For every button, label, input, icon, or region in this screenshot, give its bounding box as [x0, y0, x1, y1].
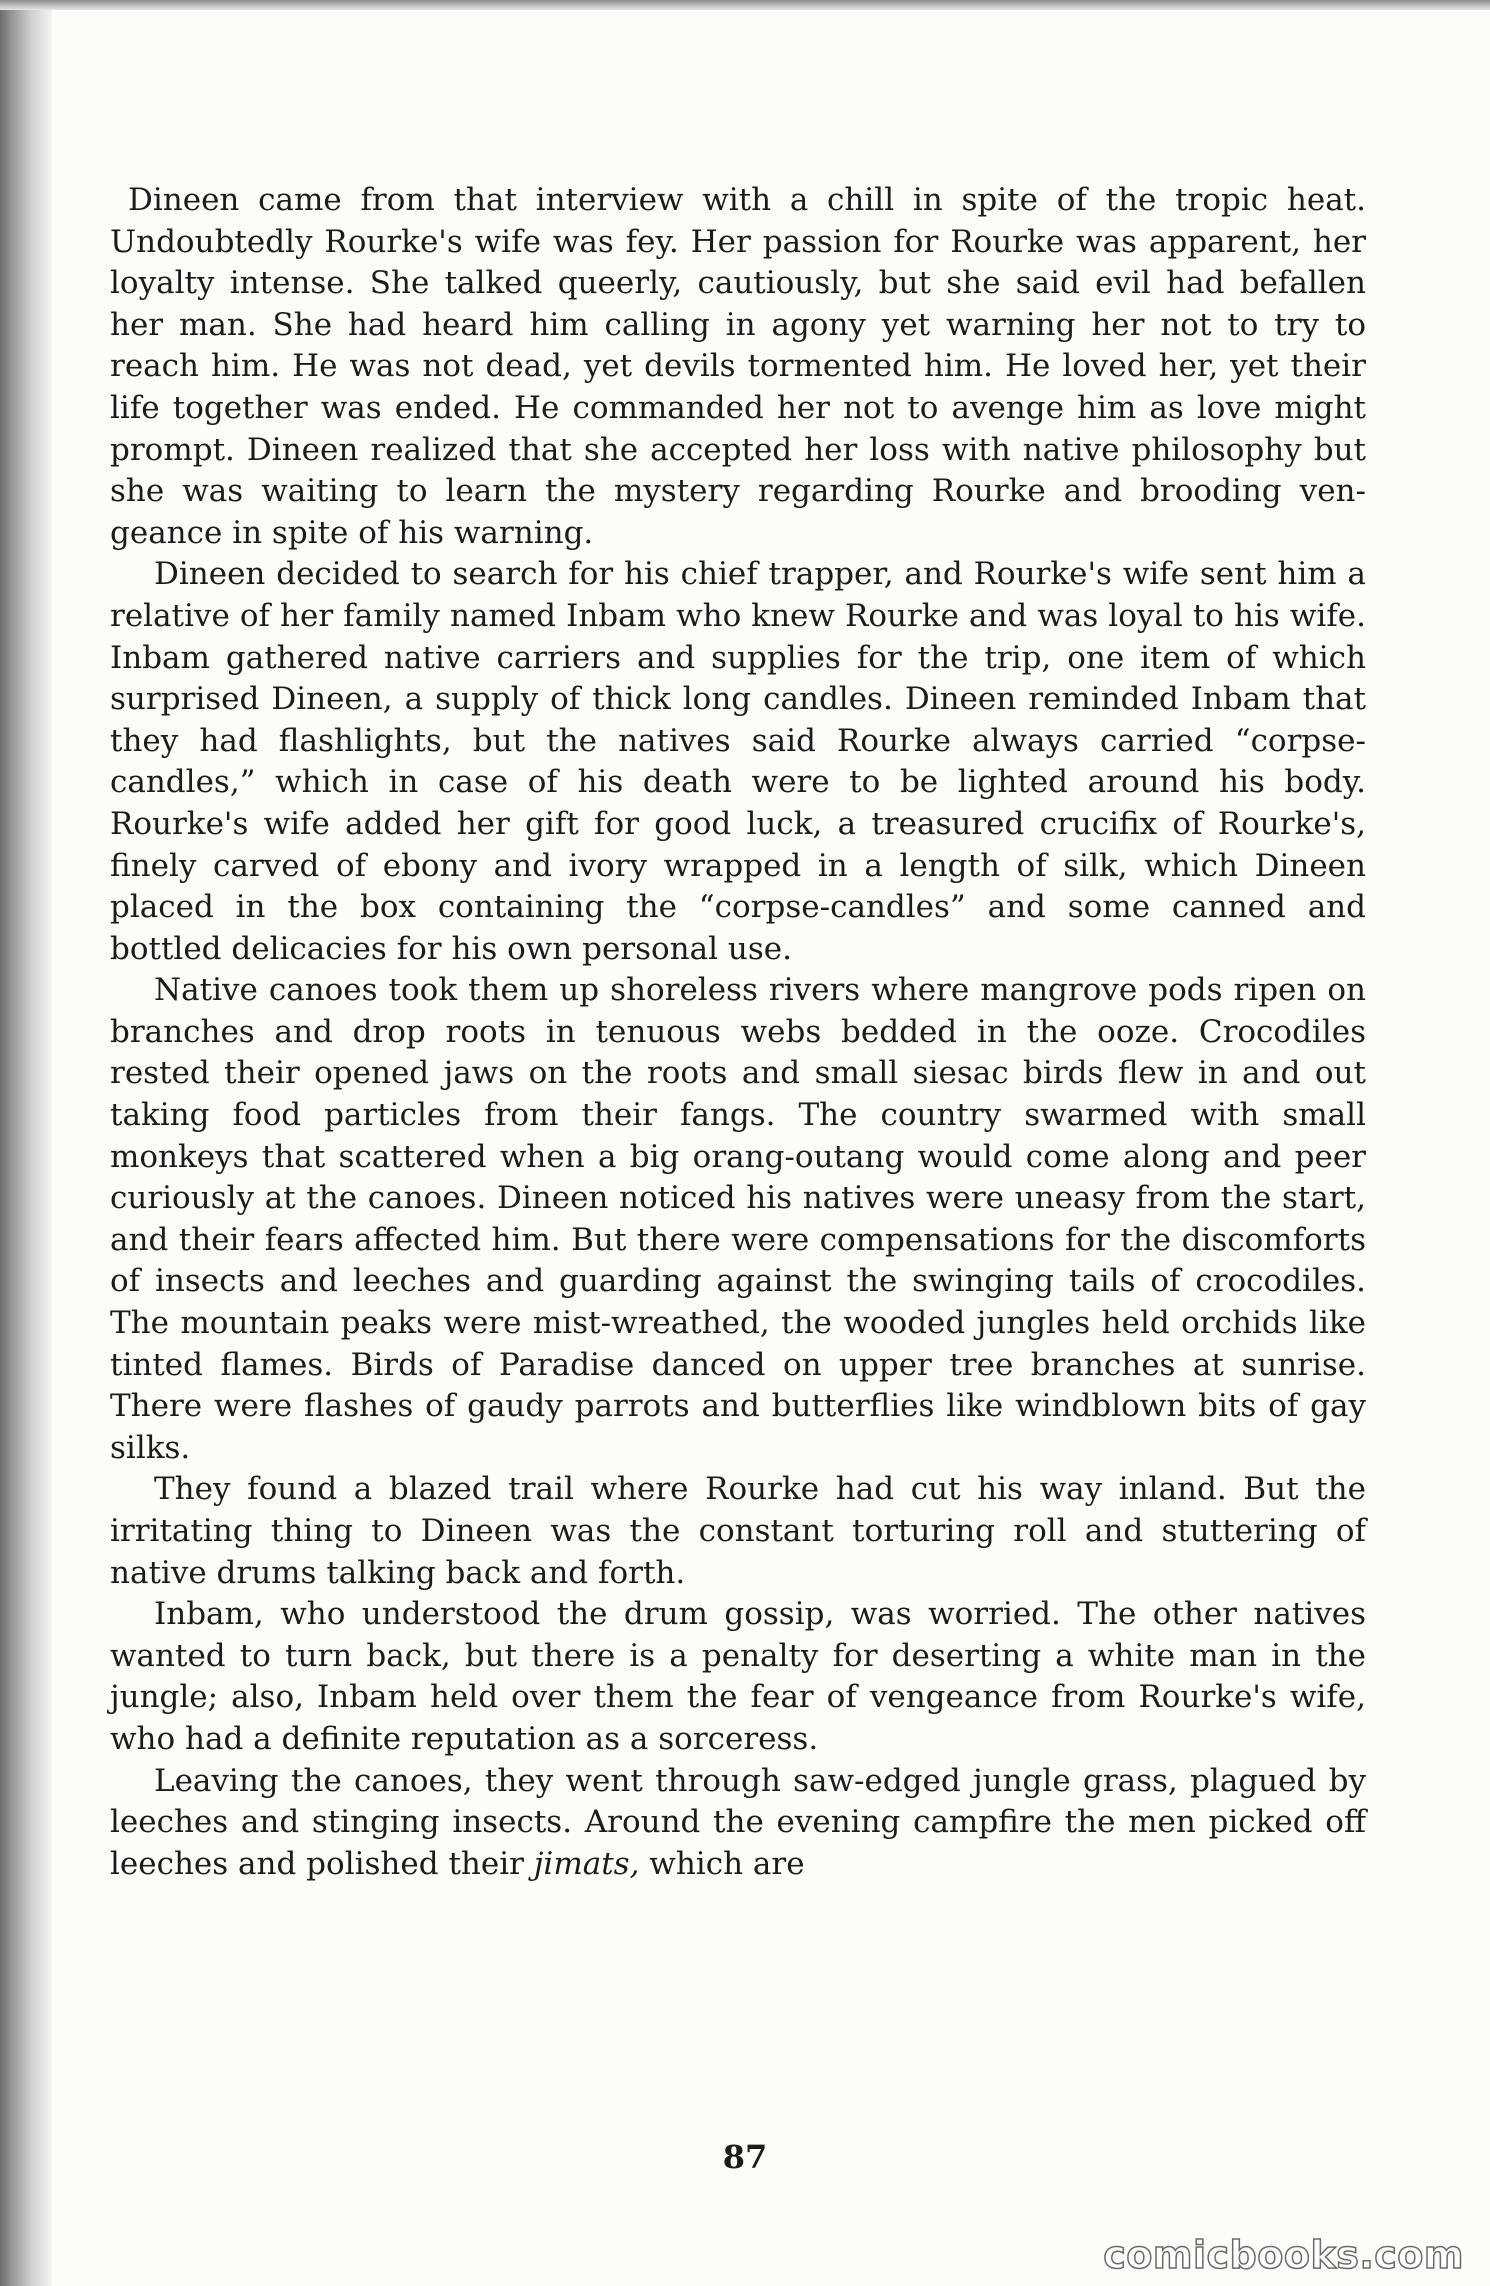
watermark-logo: comicbooks.com: [1103, 2233, 1464, 2277]
body-text: [110, 180, 1366, 1885]
paragraph-6-text-end: which are: [639, 1845, 805, 1882]
paragraph-6-text-start: Leaving the canoes, they went through saw-edged jungle grass, plagued by leeches and stinging insects. Around the evening campfire the men picked off leeches and polished their: [110, 1762, 1366, 1882]
paragraph-4: They found a blazed trail where Rourke had cut his way inland. But the irritating thing to Dineen was the constant torturing roll and stuttering of native drums talking back and forth.: [110, 1471, 1366, 1591]
paragraph-6-italic-word: jimats,: [533, 1845, 640, 1882]
paragraph-3: Native canoes took them up shoreless rivers where mangrove pods ripen on branches and drop roots in tenuous webs bedded in the ooze. Crocodiles rested their opened jaws on the roots and small siesac birds flew in and out taking food particles from their fangs. The country swarmed with small monkeys that scattered when a big orang-outang would come along and peer curiously at the canoes. Dineen noticed his natives were uneasy from the start, and their fears affected him. But there were compensations for the discomforts of insects and leeches and guarding against the swinging tails of crocodiles. The mountain peaks were mist-wreathed, the wooded jungles held orchids like tinted flames. Birds of Paradise danced on upper tree branches at sunrise. There were flashes of gaudy parrots and butterflies like windblown bits of gay silks.: [110, 972, 1366, 1466]
binding-shadow: [0, 0, 52, 2286]
paragraph-1: Dineen came from that interview with a chill in spite of the tropic heat. Undoubtedly Rourke's wife was fey. Her passion for Rourke was apparent, her loyalty intense. She talked queerly, cautiously, but she said evil had befallen her man. She had heard him calling in agony yet warning her not to try to reach him. He was not dead, yet devils tormented him. He loved her, yet their life together was ended. He commanded her not to avenge him as love might prompt. Dineen realized that she accepted her loss with native philosophy but she was waiting to learn the mystery regarding Rourke and brooding vengeance in spite of his warning.: [110, 182, 1366, 551]
paragraph-6: [110, 1761, 1366, 1886]
paragraph-5: Inbam, who understood the drum gossip, was worried. The other natives wanted to turn back, but there is a penalty for deserting a white man in the jungle; also, Inbam held over them the fear of vengeance from Rourke's wife, who had a definite reputation as a sorceress.: [110, 1596, 1366, 1757]
paragraph-2: Dineen decided to search for his chief trapper, and Rourke's wife sent him a relative of her family named Inbam who knew Rourke and was loyal to his wife. Inbam gathered native carriers and supplies for the trip, one item of which surprised Dineen, a supply of thick long candles. Dineen reminded Inbam that they had flashlights, but the natives said Rourke always carried “corpse-candles,” which in case of his death were to be lighted around his body. Rourke's wife added her gift for good luck, a treasured crucifix of Rourke's, finely carved of ebony and ivory wrapped in a length of silk, which Dineen placed in the box containing the “corpse-candles” and some canned and bottled delicacies for his own personal use.: [110, 556, 1366, 967]
page-top-edge: [0, 0, 1490, 10]
page-number: 87: [722, 2138, 768, 2176]
